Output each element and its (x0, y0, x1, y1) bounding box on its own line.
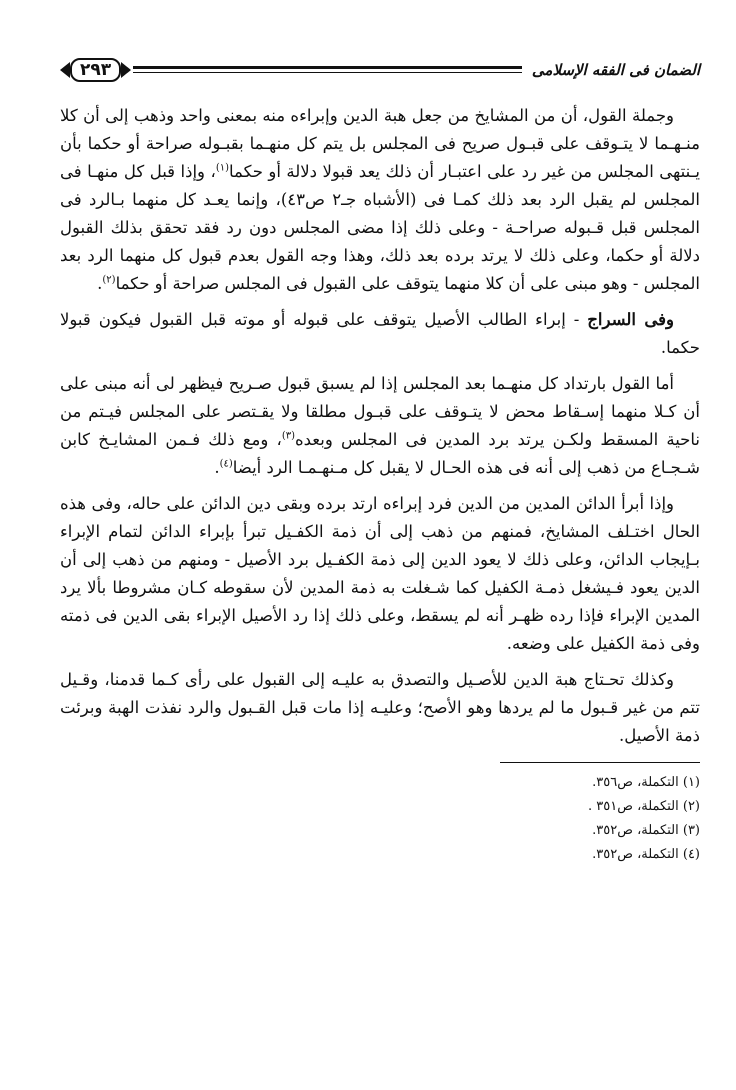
footnote-item: (٢) التكملة، ص٣٥١ . (588, 799, 700, 814)
paragraph-text: ، ومع ذلك فـمن المشايـخ كابن شـجـاع من ذهب إلى أنه فى هذه الحـال لا يقبل كل مـنهـمـا الرد أيضا (60, 430, 700, 477)
page-number-ornament (60, 58, 131, 82)
paragraph-text: ، وإذا قبل كل منهـا فى المجلس لم يقبل الرد بعد ذلك كمـا فى (الأشباه جـ٢ ص٤٣)، وإنما يعـد كل منهما بـالرد فى المجلس قبل قـبوله صراحـة - وعلى ذلك إذا مضى المجلس دون رد فقد تحقق بذلك القبول دلالة أو حكما، وعلى ذلك لا يرتد برده بعد ذلك، وهذا وجه القول بعدم قبول كل منهما الرد بعد المجلس - وهو مبنى على أن كلا منهما يتوقف على القبول فى المجلس صراحة أو حكما (60, 162, 700, 293)
paragraph-text: وكذلك تحـتاج هبة الدين للأصـيل والتصدق به عليـه إلى القبول على رأى كـما قدمنا، وقـيل تتم من غير قـبول ما لم يردها وهو الأصح؛ وعليـه إذا مات قبل القـبول والرد نفذت الهبة وبرئت ذمة الأصيل. (60, 670, 700, 745)
footnote-item: (٣) التكملة، ص٣٥٢. (592, 823, 700, 838)
paragraph-text: . (214, 458, 220, 477)
header-rule-thin (133, 72, 522, 73)
page-header (60, 52, 700, 88)
footnote-item: (١) التكملة، ص٣٥٦. (592, 775, 700, 790)
page-number-arrow-left (60, 62, 70, 78)
body-text (60, 102, 700, 750)
footnote-marker: (٢) (102, 274, 116, 286)
paragraph-text: . (97, 274, 103, 293)
paragraph (60, 306, 700, 362)
paragraph-text: أما القول بارتداد كل منهـما بعد المجلس إذا لم يسبق قبول صـريح فيظهر لى أنه مبنى على أن كـلا منهما إسـقاط محض لا يتـوقف على قبـول مطلقا ولا يقـتصر على المجلس فيـتم من ناحية المسقط ولكـن يرتد برد المدين فى المجلس وبعده (60, 374, 700, 449)
footnote-rule (500, 762, 700, 763)
footnote-marker: (١) (215, 162, 230, 174)
footnote-item: (٤) التكملة، ص٣٥٢. (592, 847, 700, 862)
paragraph-lead: وفى السراج (587, 310, 674, 329)
paragraph-text: وجملة القول، أن من المشايخ من جعل هبة الدين وإبراءه منه بمعنى واحد وذهب إلى أن كلا منـهـما لا يتـوقف على قبـول صريح فى المجلس بل يتم كل منهـما بقبـوله صراحة أو حكما بأن يـنتهى المجلس من غير رد على اعتبـار أن ذلك يعد قبولا دلالة أو حكما (60, 106, 700, 181)
page-number-arrow-right (121, 62, 131, 78)
paragraph (60, 370, 700, 482)
book-page (60, 52, 700, 1052)
page-number: ٢٩٣ (70, 58, 121, 82)
paragraph (60, 666, 700, 750)
header-rule (133, 64, 522, 76)
paragraph-text: وإذا أبرأ الدائن المدين من الدين فرد إبراءه ارتد برده وبقى دين الدائن على حاله، وفى هذه الحال اختـلف المشايخ، فمنهم من ذهب إلى أن ذمة الكفـيل تبرأ بإبراء الدائن لتمام الإبراء بـإيجاب الدائن، وعلى ذلك لا يعود الدين إلى ذمة الكفـيل برد الأصيل - ومنهم من ذهب إلى أن الدين يعود فـيشغل ذمـة الكفيل كما شـغلت به ذمة المدين لأن سقوطه كـان مشروطا بألا يرد المدين الإبراء فإذا رده ظهـر أنه لم يسقط، وعلى ذلك إذا رد الأصيل الإبراء بقى الدين فى ذمته وفى ذمة الكفيل على وضعه. (60, 494, 700, 653)
footnote-marker: (٤) (219, 458, 233, 470)
footnote-marker: (٣) (281, 430, 295, 442)
paragraph (60, 490, 700, 658)
footnotes (60, 762, 700, 867)
running-title: الضمان فى الفقه الإسلامى (531, 61, 700, 79)
paragraph (60, 102, 700, 298)
header-rule-thick (133, 66, 522, 69)
paragraph-text: - إبراء الطالب الأصيل يتوقف على قبوله أو موته قبل القبول فيكون قبولا حكما. (60, 310, 700, 357)
footnote-list (60, 771, 700, 867)
